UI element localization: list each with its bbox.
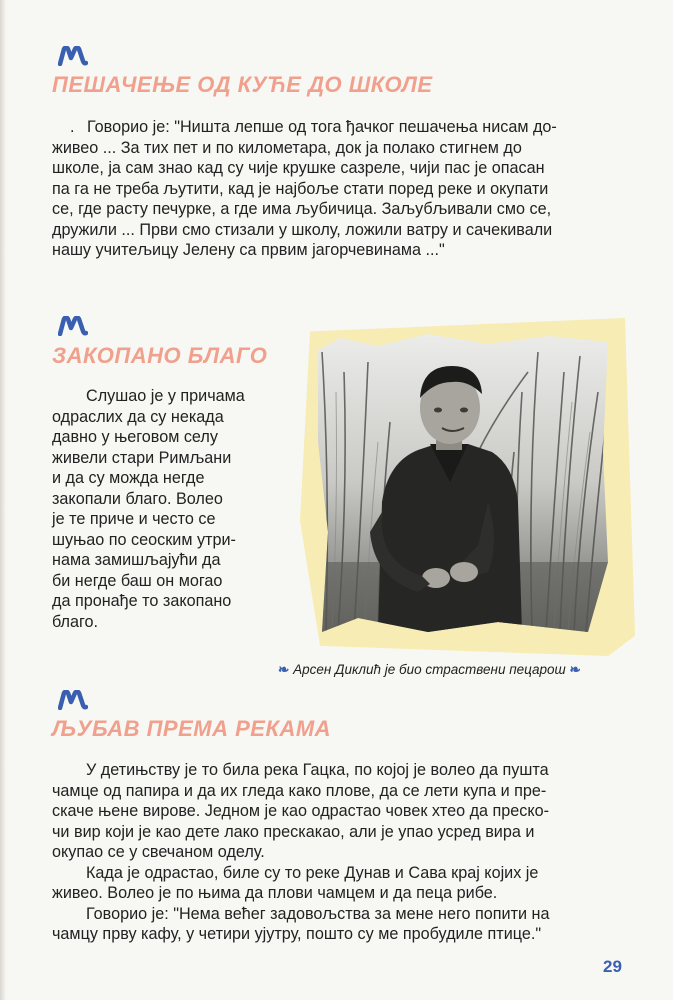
text-line: Слушао је у причама [86,387,245,405]
text-line: се, где расту печурке, а где има љубичица. Заљубљивали смо се, [52,200,552,218]
caption-text: Арсен Диклић је био страствени пецарош [293,662,566,677]
text-line: чамцу прву кафу, у четири ујутру, пошто су ме пробудиле птице." [52,925,542,943]
text-line: одраслих да су некада [52,407,224,426]
text-line: чи вир који је као дете лако прескакао, али је упао усред вира и [52,822,535,841]
photo-caption [278,662,581,678]
text-line: школе, ја сам знао кад су чије крушке сазреле, чији пас је опасан [52,159,545,177]
text-line: живео ... За тих пет и по километара, док ја полако стигнем до [52,138,522,157]
page-number: 29 [603,957,622,976]
page-edge [0,0,6,1000]
text-line: окупао се у свечаном оделу. [52,843,265,861]
text-line: дружили ... Први смо стизали у школу, ложили ватру и сачекивали [52,220,553,239]
m-logo-icon [58,316,88,336]
m-logo-icon [58,46,88,66]
text-line: нашу учитељицу Јелену са првим јагорчевинама ..." [52,241,445,259]
text-line: и да су можда негде [52,469,205,487]
text-line: У детињству је то била река Гацка, по којој је волео да пушта [86,761,549,779]
m-logo-icon [58,690,88,710]
text-line: је те приче и често се [52,510,216,528]
section-heading-walking: ПЕШАЧЕЊЕ ОД КУЋЕ ДО ШКОЛЕ [52,72,433,97]
text-line: Говорио је: "Нема већег задовољства за мене него попити на [86,904,550,923]
bullet-dot: . [70,118,75,136]
fish-icon: ❧ [278,662,290,677]
text-line: живели стари Римљани [52,448,232,467]
text-line: па га не треба љутити, кад је најбоље стати поред реке и окупати [52,179,549,198]
photo-man-in-reeds [318,332,608,632]
section-text-treasure [52,386,292,632]
text-line: би негде баш он могао [52,571,223,590]
text-line: закопали благо. Волео [52,489,223,508]
section-text-walking [52,117,622,261]
text-line: живео. Волео је по њима да плови чамцем и да пеца рибе. [52,884,498,902]
text-line: чамце од папира и да их гледа како плове, да се лети купа и пре- [52,781,547,800]
text-line: шуњао по сеоским утри- [52,530,236,549]
text-line: да пронађе то закопано [52,592,232,610]
section-heading-treasure: ЗАКОПАНО БЛАГО [52,343,268,368]
text-line: благо. [52,612,99,631]
text-line: Говорио је: "Ништа лепше од тога ђачког пешачења нисам до- [87,118,557,136]
fish-icon: ❧ [569,662,581,677]
text-line: нама замишљајући да [52,551,221,569]
text-line: давно у његовом селу [52,428,218,446]
section-text-rivers [52,760,622,945]
text-line: скаче њене вирове. Једном је као одрастао човек хтео да преско- [52,802,550,820]
text-line: Када је одрастао, биле су то реке Дунав и Сава крај којих је [86,863,539,882]
photo-figure [300,318,635,656]
section-heading-rivers: ЉУБАВ ПРЕМА РЕКАМА [52,716,332,741]
